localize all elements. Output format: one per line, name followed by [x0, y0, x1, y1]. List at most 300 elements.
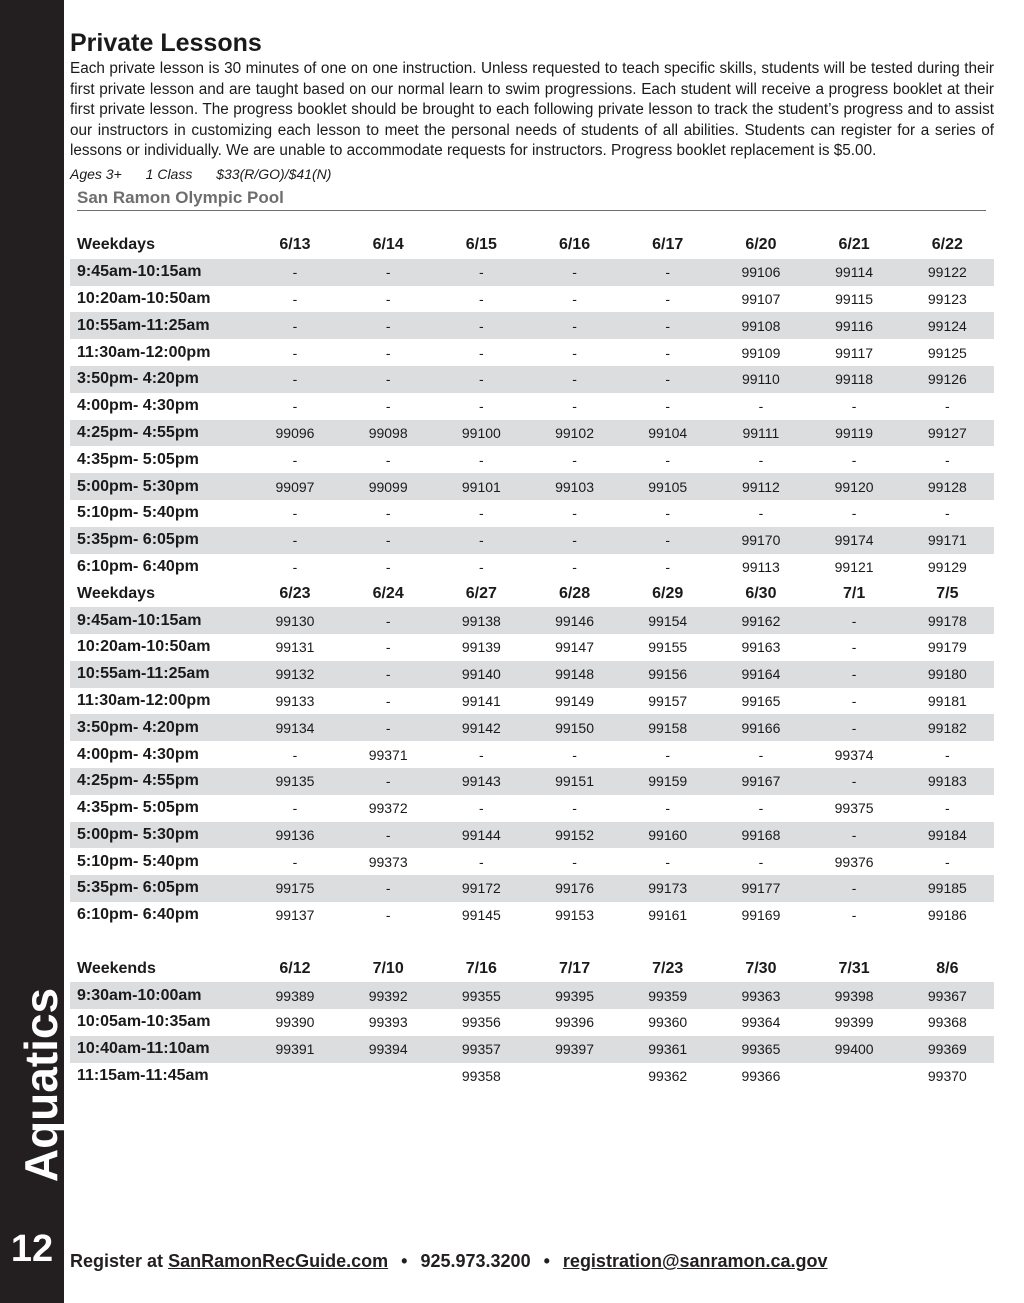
date-header: 6/14 [342, 232, 435, 259]
sidebar [0, 0, 67, 1303]
course-code-cell: 99111 [714, 420, 807, 447]
course-code-cell: 99362 [621, 1063, 714, 1090]
date-header: 6/28 [528, 580, 621, 607]
course-code-cell: - [435, 393, 528, 420]
day-type-label: Weekdays [70, 232, 248, 259]
course-code-cell: - [901, 795, 994, 822]
course-code-cell: 99155 [621, 634, 714, 661]
course-code-cell: 99114 [808, 259, 901, 286]
table-row [70, 661, 994, 688]
time-slot: 10:55am-11:25am [70, 661, 248, 688]
phone-number: 925.973.3200 [420, 1251, 531, 1271]
course-code-cell: - [342, 634, 435, 661]
date-header: 6/20 [714, 232, 807, 259]
course-code-cell: - [621, 795, 714, 822]
date-header: 7/17 [528, 955, 621, 982]
course-code-cell: - [248, 527, 341, 554]
table-row [70, 312, 994, 339]
course-code-cell: 99364 [714, 1009, 807, 1036]
time-slot: 4:25pm- 4:55pm [70, 768, 248, 795]
course-code-cell: 99390 [248, 1009, 341, 1036]
course-code-cell: - [901, 393, 994, 420]
course-code-cell: - [435, 795, 528, 822]
course-code-cell: 99185 [901, 875, 994, 902]
course-code-cell: - [248, 848, 341, 875]
course-code-cell: 99110 [714, 366, 807, 393]
course-code-cell: - [528, 339, 621, 366]
time-slot: 10:40am-11:10am [70, 1036, 248, 1063]
course-code-cell: 99357 [435, 1036, 528, 1063]
course-code-cell: - [901, 500, 994, 527]
course-code-cell: - [714, 848, 807, 875]
course-code-cell: - [342, 661, 435, 688]
course-code-cell: 99369 [901, 1036, 994, 1063]
time-slot: 3:50pm- 4:20pm [70, 366, 248, 393]
course-code-cell: 99104 [621, 420, 714, 447]
table-row [70, 1063, 994, 1090]
course-code-cell: 99183 [901, 768, 994, 795]
table-row [70, 982, 994, 1009]
table-row [70, 527, 994, 554]
course-code-cell: 99142 [435, 714, 528, 741]
page-title: Private Lessons [70, 29, 262, 57]
course-code-cell: - [342, 688, 435, 715]
course-code-cell: 99168 [714, 822, 807, 849]
course-code-cell: - [621, 848, 714, 875]
table-row [70, 688, 994, 715]
course-code-cell: - [621, 741, 714, 768]
course-code-cell [808, 1063, 901, 1090]
course-code-cell: 99394 [342, 1036, 435, 1063]
table-row [70, 1036, 994, 1063]
course-code-cell: 99140 [435, 661, 528, 688]
course-code-cell: 99149 [528, 688, 621, 715]
course-code-cell: - [248, 393, 341, 420]
course-code-cell: 99160 [621, 822, 714, 849]
description: Each private lesson is 30 minutes of one on one instruction. Unless requested to teach specific skills, students will be tested during their first private lesson and are taught based on our normal learn to swim progressions. Each student will receive a progress booklet at their first private lesson. The progress booklet should be brought to each following private lesson to track the student’s progress and to assist our instructors in customizing each lesson to meet the personal needs of students of all abilities. Students can register for a series of lessons or individually. We are unable to accommodate requests for instructors. Progress booklet replacement is $5.00. [70, 60, 994, 160]
course-code-cell: 99186 [901, 902, 994, 929]
time-slot: 4:00pm- 4:30pm [70, 393, 248, 420]
table-row [70, 420, 994, 447]
table-row [70, 393, 994, 420]
course-code-cell: 99153 [528, 902, 621, 929]
course-code-cell: - [435, 286, 528, 313]
course-code-cell: - [621, 446, 714, 473]
course-code-cell: 99118 [808, 366, 901, 393]
time-slot: 4:35pm- 5:05pm [70, 446, 248, 473]
footer-separator: • [543, 1251, 550, 1271]
table-row [70, 848, 994, 875]
course-code-cell: - [342, 259, 435, 286]
course-code-cell: 99121 [808, 554, 901, 581]
course-code-cell: 99148 [528, 661, 621, 688]
table-row [70, 500, 994, 527]
course-code-cell [528, 1063, 621, 1090]
table-row [70, 875, 994, 902]
course-code-cell: - [528, 286, 621, 313]
course-code-cell: - [342, 527, 435, 554]
course-code-cell: 99367 [901, 982, 994, 1009]
course-code-cell: 99137 [248, 902, 341, 929]
course-code-cell: 99097 [248, 473, 341, 500]
table-row [70, 286, 994, 313]
course-code-cell: 99109 [714, 339, 807, 366]
course-code-cell: 99163 [714, 634, 807, 661]
date-header: 6/12 [248, 955, 341, 982]
table-row [70, 554, 994, 581]
date-header: 6/17 [621, 232, 714, 259]
course-code-cell: 99101 [435, 473, 528, 500]
course-code-cell: 99178 [901, 607, 994, 634]
course-code-cell: - [528, 848, 621, 875]
course-code-cell: 99373 [342, 848, 435, 875]
date-header: 6/24 [342, 580, 435, 607]
course-code-cell: - [435, 366, 528, 393]
date-header: 7/30 [714, 955, 807, 982]
time-slot: 9:30am-10:00am [70, 982, 248, 1009]
course-code-cell: 99355 [435, 982, 528, 1009]
date-header: 6/13 [248, 232, 341, 259]
footer [70, 1251, 828, 1272]
course-code-cell: 99361 [621, 1036, 714, 1063]
day-type-label: Weekdays [70, 580, 248, 607]
course-code-cell: - [621, 500, 714, 527]
main-content [70, 28, 994, 1089]
time-slot: 4:00pm- 4:30pm [70, 741, 248, 768]
course-code-cell: 99096 [248, 420, 341, 447]
course-code-cell: 99366 [714, 1063, 807, 1090]
course-code-cell: - [808, 393, 901, 420]
time-slot: 9:45am-10:15am [70, 259, 248, 286]
course-code-cell: 99108 [714, 312, 807, 339]
course-code-cell: 99152 [528, 822, 621, 849]
course-code-cell: 99100 [435, 420, 528, 447]
course-code-cell: - [714, 741, 807, 768]
footer-prefix: Register at [70, 1251, 164, 1271]
course-code-cell: 99371 [342, 741, 435, 768]
course-code-cell: 99127 [901, 420, 994, 447]
course-code-cell: - [248, 286, 341, 313]
course-code-cell: 99099 [342, 473, 435, 500]
date-header: 6/23 [248, 580, 341, 607]
course-code-cell: 99130 [248, 607, 341, 634]
course-code-cell: 99175 [248, 875, 341, 902]
course-code-cell: - [528, 741, 621, 768]
course-code-cell: 99161 [621, 902, 714, 929]
course-code-cell: - [808, 822, 901, 849]
course-code-cell: 99120 [808, 473, 901, 500]
course-code-cell: 99147 [528, 634, 621, 661]
course-code-cell: - [248, 446, 341, 473]
time-slot: 5:00pm- 5:30pm [70, 473, 248, 500]
course-code-cell: 99159 [621, 768, 714, 795]
time-slot: 5:10pm- 5:40pm [70, 500, 248, 527]
course-code-cell: 99174 [808, 527, 901, 554]
course-code-cell: - [528, 312, 621, 339]
course-code-cell: - [248, 339, 341, 366]
course-code-cell: 99143 [435, 768, 528, 795]
course-code-cell: 99375 [808, 795, 901, 822]
time-slot: 5:10pm- 5:40pm [70, 848, 248, 875]
pricing-line [70, 165, 994, 183]
course-code-cell: 99176 [528, 875, 621, 902]
course-code-cell: - [621, 527, 714, 554]
course-code-cell: 99395 [528, 982, 621, 1009]
course-code-cell: - [528, 795, 621, 822]
course-code-cell: 99172 [435, 875, 528, 902]
course-code-cell: 99139 [435, 634, 528, 661]
course-code-cell: - [342, 822, 435, 849]
time-slot: 10:55am-11:25am [70, 312, 248, 339]
course-code-cell: - [808, 607, 901, 634]
date-header: 6/15 [435, 232, 528, 259]
course-code-cell: 99136 [248, 822, 341, 849]
course-code-cell: - [714, 393, 807, 420]
footer-separator: • [401, 1251, 408, 1271]
time-slot: 10:05am-10:35am [70, 1009, 248, 1036]
time-slot: 5:35pm- 6:05pm [70, 875, 248, 902]
pricing-ages: Ages 3+ [70, 165, 122, 182]
course-code-cell: 99363 [714, 982, 807, 1009]
table-row [70, 741, 994, 768]
date-header: 7/16 [435, 955, 528, 982]
course-code-cell: 99164 [714, 661, 807, 688]
time-slot: 3:50pm- 4:20pm [70, 714, 248, 741]
course-code-cell: - [248, 741, 341, 768]
table-row [70, 822, 994, 849]
time-slot: 11:30am-12:00pm [70, 339, 248, 366]
course-code-cell: 99399 [808, 1009, 901, 1036]
date-header: 6/22 [901, 232, 994, 259]
course-code-cell: 99103 [528, 473, 621, 500]
course-code-cell: - [528, 446, 621, 473]
course-code-cell: 99158 [621, 714, 714, 741]
course-code-cell: 99156 [621, 661, 714, 688]
course-code-cell: 99166 [714, 714, 807, 741]
course-code-cell: 99165 [714, 688, 807, 715]
time-slot: 11:15am-11:45am [70, 1063, 248, 1090]
table-row [70, 366, 994, 393]
time-slot: 10:20am-10:50am [70, 286, 248, 313]
course-code-cell: - [808, 768, 901, 795]
course-code-cell: - [714, 500, 807, 527]
time-slot: 9:45am-10:15am [70, 607, 248, 634]
course-code-cell: 99131 [248, 634, 341, 661]
date-header: 6/29 [621, 580, 714, 607]
schedule-header-row [70, 232, 994, 259]
course-code-cell: - [435, 848, 528, 875]
course-code-cell: 99162 [714, 607, 807, 634]
pricing-classes: 1 Class [145, 165, 193, 182]
course-code-cell: - [808, 714, 901, 741]
course-code-cell: 99182 [901, 714, 994, 741]
website-link[interactable]: SanRamonRecGuide.com [168, 1251, 389, 1271]
date-header: 7/23 [621, 955, 714, 982]
course-code-cell: 99135 [248, 768, 341, 795]
course-code-cell: 99173 [621, 875, 714, 902]
course-code-cell: 99169 [714, 902, 807, 929]
date-header: 7/1 [808, 580, 901, 607]
schedule-table [70, 232, 994, 1090]
course-code-cell: - [248, 312, 341, 339]
table-row [70, 714, 994, 741]
course-code-cell: - [714, 795, 807, 822]
course-code-cell: - [901, 741, 994, 768]
course-code-cell: 99107 [714, 286, 807, 313]
course-code-cell: - [901, 446, 994, 473]
course-code-cell: 99133 [248, 688, 341, 715]
course-code-cell: 99391 [248, 1036, 341, 1063]
course-code-cell: 99128 [901, 473, 994, 500]
course-code-cell: 99376 [808, 848, 901, 875]
course-code-cell: 99105 [621, 473, 714, 500]
course-code-cell: - [342, 286, 435, 313]
course-code-cell: - [248, 366, 341, 393]
table-row [70, 259, 994, 286]
course-code-cell: - [528, 554, 621, 581]
course-code-cell: - [808, 634, 901, 661]
course-code-cell: 99098 [342, 420, 435, 447]
table-row [70, 1009, 994, 1036]
course-code-cell: - [248, 554, 341, 581]
course-code-cell: - [808, 446, 901, 473]
course-code-cell: 99400 [808, 1036, 901, 1063]
course-code-cell [342, 1063, 435, 1090]
date-header: 6/16 [528, 232, 621, 259]
course-code-cell: - [435, 339, 528, 366]
course-code-cell: - [808, 688, 901, 715]
course-code-cell: - [342, 875, 435, 902]
time-slot: 4:35pm- 5:05pm [70, 795, 248, 822]
course-code-cell: - [528, 259, 621, 286]
course-code-cell: - [342, 554, 435, 581]
course-code-cell: 99179 [901, 634, 994, 661]
course-code-cell: 99129 [901, 554, 994, 581]
course-code-cell: 99126 [901, 366, 994, 393]
course-code-cell: - [435, 741, 528, 768]
course-code-cell: - [528, 393, 621, 420]
course-code-cell: - [901, 848, 994, 875]
course-code-cell: - [621, 339, 714, 366]
course-code-cell: 99154 [621, 607, 714, 634]
time-slot: 5:35pm- 6:05pm [70, 527, 248, 554]
course-code-cell: 99359 [621, 982, 714, 1009]
course-code-cell: - [528, 366, 621, 393]
course-code-cell: 99125 [901, 339, 994, 366]
course-code-cell: - [342, 446, 435, 473]
course-code-cell: - [714, 446, 807, 473]
course-code-cell: - [435, 446, 528, 473]
course-code-cell: - [342, 339, 435, 366]
course-code-cell: 99177 [714, 875, 807, 902]
course-code-cell: 99389 [248, 982, 341, 1009]
date-header: 6/30 [714, 580, 807, 607]
course-code-cell: 99134 [248, 714, 341, 741]
schedule-header-row [70, 955, 994, 982]
table-row [70, 902, 994, 929]
course-code-cell: - [621, 393, 714, 420]
course-code-cell: 99141 [435, 688, 528, 715]
table-row [70, 634, 994, 661]
course-code-cell: 99116 [808, 312, 901, 339]
course-code-cell: - [342, 393, 435, 420]
course-code-cell: 99358 [435, 1063, 528, 1090]
course-code-cell: 99138 [435, 607, 528, 634]
course-code-cell: 99180 [901, 661, 994, 688]
course-code-cell: 99184 [901, 822, 994, 849]
course-code-cell: - [342, 366, 435, 393]
course-code-cell: - [342, 607, 435, 634]
course-code-cell: - [808, 661, 901, 688]
course-code-cell: - [621, 312, 714, 339]
course-code-cell: - [435, 554, 528, 581]
course-code-cell: 99115 [808, 286, 901, 313]
course-code-cell: 99113 [714, 554, 807, 581]
table-row [70, 607, 994, 634]
course-code-cell: - [435, 312, 528, 339]
course-code-cell: 99392 [342, 982, 435, 1009]
course-code-cell: 99374 [808, 741, 901, 768]
table-row [70, 446, 994, 473]
course-code-cell: 99122 [901, 259, 994, 286]
day-type-label: Weekends [70, 955, 248, 982]
time-slot: 10:20am-10:50am [70, 634, 248, 661]
course-code-cell: - [621, 554, 714, 581]
section-label: Aquatics [15, 987, 67, 1183]
course-code-cell: 99157 [621, 688, 714, 715]
table-row [70, 473, 994, 500]
course-code-cell: 99145 [435, 902, 528, 929]
course-code-cell: - [808, 902, 901, 929]
course-code-cell: - [435, 259, 528, 286]
course-code-cell: 99102 [528, 420, 621, 447]
course-code-cell: 99181 [901, 688, 994, 715]
course-code-cell: 99356 [435, 1009, 528, 1036]
course-code-cell: 99151 [528, 768, 621, 795]
table-row [70, 795, 994, 822]
course-code-cell: 99119 [808, 420, 901, 447]
course-code-cell: - [621, 366, 714, 393]
course-code-cell: 99117 [808, 339, 901, 366]
course-code-cell: 99360 [621, 1009, 714, 1036]
course-code-cell: - [342, 902, 435, 929]
pricing-fee: $33(R/GO)/$41(N) [216, 165, 332, 182]
table-row [70, 768, 994, 795]
course-code-cell: - [435, 527, 528, 554]
table-row [70, 339, 994, 366]
schedule-header-row [70, 580, 994, 607]
course-code-cell: - [435, 500, 528, 527]
course-code-cell: - [808, 875, 901, 902]
date-header: 8/6 [901, 955, 994, 982]
course-code-cell: 99396 [528, 1009, 621, 1036]
email-link[interactable]: registration@sanramon.ca.gov [562, 1251, 828, 1271]
course-code-cell: 99170 [714, 527, 807, 554]
course-code-cell: 99171 [901, 527, 994, 554]
course-code-cell: - [248, 500, 341, 527]
course-code-cell: - [342, 714, 435, 741]
course-code-cell: 99123 [901, 286, 994, 313]
course-code-cell: - [621, 259, 714, 286]
course-code-cell: 99150 [528, 714, 621, 741]
section-gap [70, 929, 994, 956]
date-header: 7/5 [901, 580, 994, 607]
course-code-cell: 99368 [901, 1009, 994, 1036]
course-code-cell: 99106 [714, 259, 807, 286]
course-code-cell: 99397 [528, 1036, 621, 1063]
course-code-cell: - [808, 500, 901, 527]
course-code-cell: 99146 [528, 607, 621, 634]
